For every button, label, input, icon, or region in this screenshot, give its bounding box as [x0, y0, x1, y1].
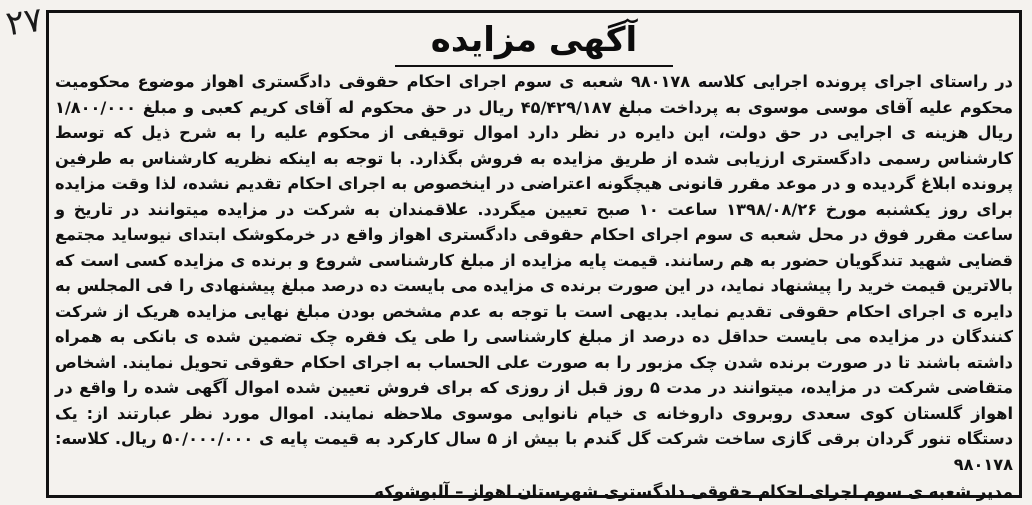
title-underline — [395, 65, 673, 67]
auction-notice — [46, 10, 1022, 501]
notice-title: آگهی مزایده — [430, 20, 638, 60]
page-number: ۲۷ — [3, 0, 46, 45]
notice-body: در راستای اجرای پرونده اجرایی کلاسه ۹۸۰۱۷۸ شعبه ی سوم اجرای احکام حقوقی دادگستری اهواز موضوع محکومیت محکوم علیه آقای موسی موسوی به پرداخت مبلغ ۴۵/۴۲۹/۱۸۷ ریال در حق محکوم له آقای کریم کعبی و مبلغ ۱/۸۰۰/۰۰۰ ریال هزینه ی اجرایی در حق دولت، این دایره در نظر دارد اموال توقیفی از محکوم علیه را به شرح ذیل که توسط کارشناس رسمی دادگستری ارزیابی شده از طریق مزایده به فروش بگذارد. با توجه به اینکه نظریه کارشناس به طرفین پرونده ابلاغ گردیده و در موعد مقرر قانونی هیچگونه اعتراضی در اینخصوص به اجرای احکام تقدیم نشده، لذا وقت مزایده برای روز یکشنبه مورخ ۱۳۹۸/۰۸/۲۶ ساعت ۱۰ صبح تعیین میگردد. علاقمندان به شرکت در مزایده میتوانند در تاریخ و ساعت مقرر فوق در محل شعبه ی سوم اجرای احکام حقوقی دادگستری اهواز واقع در خرمکوشک ابتدای نیوساید مجتمع قضایی شهید تندگویان حضور به هم رسانند. قیمت پایه مزایده از مبلغ کارشناسی شروع و برنده ی مزایده کسی است که بالاترین قیمت خرید را پیشنهاد نماید، در این صورت برنده ی مزایده می بایست ده درصد مبلغ پیشنهادی را فی المجلس به دایره ی اجرای احکام حقوقی تقدیم نماید. بدیهی است با توجه به عدم مشخص بودن مبلغ نهایی مزایده هریک از شرکت کنندگان در مزایده می بایست حداقل ده درصد از مبلغ کارشناسی را طی یک فقره چک تضمین شده ی بانکی به همراه داشته باشند تا در صورت برنده شدن چک مزبور را به صورت علی الحساب به اجرای احکام حقوقی تحویل نمایند. اشخاص متقاضی شرکت در مزایده، میتوانند در مدت ۵ روز قبل از روزی که برای فروش تعیین شده اموال آگهی شده را واقع در اهواز گلستان کوی سعدی روبروی داروخانه ی خیام نانوایی موسوی ملاحظه نمایند. اموال مورد نظر عبارتند از: یک دستگاه تنور گردان برقی گازی ساخت شرکت گل گندم با بیش از ۵ سال کارکرد به قیمت پایه ی ۵۰/۰۰۰/۰۰۰ ریال. کلاسه: ۹۸۰۱۷۸ — [55, 72, 1014, 474]
signature-line: مدیر شعبه ی سوم اجرای احکام حقوقی دادگستری شهرستان اهواز – آلبوشوکه — [374, 482, 1013, 501]
title-area — [55, 17, 1013, 69]
